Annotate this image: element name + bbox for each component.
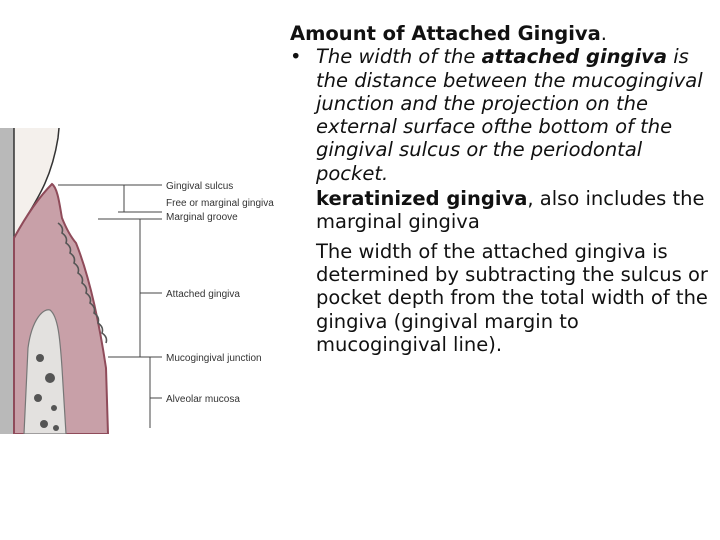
bullet-bold-term: attached gingiva	[481, 45, 668, 69]
keratinized-rest: , also includes the marginal gingiva	[316, 187, 705, 234]
bullet-symbol: •	[290, 45, 302, 69]
gingiva-diagram	[0, 128, 296, 434]
label-alveolar-mucosa: Alveolar mucosa	[166, 394, 240, 405]
label-attached-gingiva: Attached gingiva	[166, 289, 240, 300]
gingiva-diagram-svg	[0, 128, 296, 434]
label-mucogingival-junction: Mucogingival junction	[166, 353, 262, 364]
keratinized-term: keratinized gingiva	[316, 187, 528, 211]
slide-heading	[290, 22, 710, 45]
paragraph-width: The width of the attached gingiva is determined by subtracting the sulcus or pocket depth from the total width of the gingiva (gingival margin to mucogingival line).	[316, 239, 708, 356]
background-strip	[0, 128, 14, 434]
label-gingival-sulcus: Gingival sulcus	[166, 181, 234, 192]
paragraph-keratinized	[290, 187, 710, 234]
label-marginal-groove: Marginal groove	[166, 212, 238, 223]
heading-title: Amount of Attached Gingiva	[290, 22, 601, 45]
bullet-text-rest: is the distance between the mucogingival junction and the projection on the external surface ofthe bottom of the gingival sulcus or the periodontal pocket.	[316, 45, 703, 185]
label-free-gingiva: Free or marginal gingiva	[166, 198, 274, 209]
slide-text	[290, 22, 710, 356]
bullet-item	[290, 45, 710, 185]
bullet-text-start: The width of the	[316, 45, 482, 69]
heading-period: .	[600, 22, 607, 45]
